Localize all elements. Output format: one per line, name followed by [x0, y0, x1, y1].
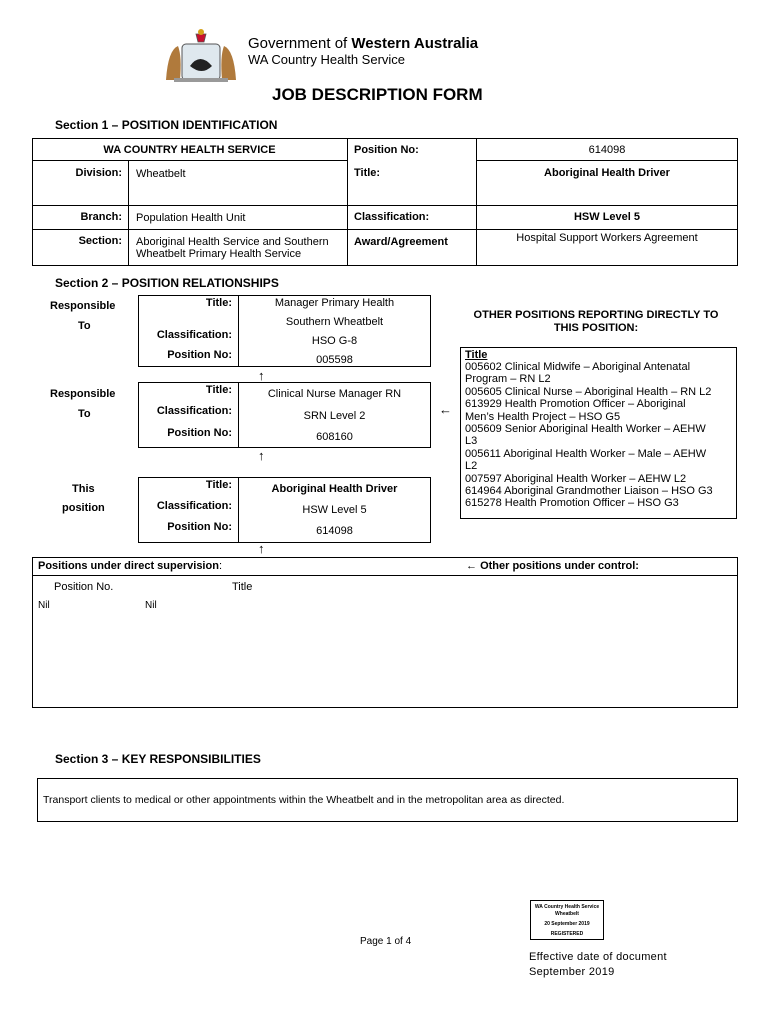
box3-classification: HSW Level 5	[302, 504, 367, 516]
service-name: WA Country Health Service	[248, 52, 406, 67]
box3-title: Aboriginal Health Driver	[271, 483, 398, 495]
other-positions-title-label: Title	[465, 349, 488, 361]
service-cell: WA COUNTRY HEALTH SERVICE	[103, 144, 276, 156]
arrow-left-icon: ←	[439, 402, 452, 417]
section2-heading: Section 2 – POSITION RELATIONSHIPS	[55, 276, 279, 290]
page-number: Page 1 of 4	[360, 936, 412, 947]
form-title: JOB DESCRIPTION FORM	[272, 85, 483, 104]
list-item: L2	[465, 460, 478, 473]
box1-title-line1: Manager Primary Health	[274, 297, 395, 309]
box3-position-no: 614098	[316, 525, 353, 537]
box2-position-no: 608160	[316, 431, 353, 443]
box1-class-label: Classification:	[156, 329, 232, 341]
branch-label: Branch:	[80, 211, 122, 223]
nil-title: Nil	[145, 600, 157, 611]
direct-supervision-label: Positions under direct supervision:	[38, 560, 222, 572]
list-item: 005609 Senior Aboriginal Health Worker – AEHW	[465, 423, 706, 436]
arrow-left-icon: ←	[466, 560, 481, 572]
wa-crest-logo	[160, 26, 242, 84]
this-label: This	[72, 483, 95, 495]
classification-value: HSW Level 5	[573, 211, 641, 223]
col-title: Title	[232, 581, 253, 593]
position-label: position	[62, 502, 105, 514]
list-item: 615278 Health Promotion Officer – HSO G3	[465, 497, 679, 510]
list-item: 613929 Health Promotion Officer – Aboriginal	[465, 398, 686, 411]
box3-title-label: Title:	[205, 479, 232, 491]
col-position-no: Position No.	[54, 581, 114, 593]
division-value: Wheatbelt	[136, 168, 186, 180]
box1-classification: HSO G-8	[311, 335, 358, 347]
classification-label: Classification:	[354, 211, 430, 223]
effective-date-label: Effective date of document	[529, 951, 667, 963]
box2-classification: SRN Level 2	[303, 410, 366, 422]
branch-value: Population Health Unit	[136, 212, 246, 224]
list-item: 007597 Aboriginal Health Worker – AEHW L2	[465, 472, 687, 485]
supervision-box	[32, 557, 738, 708]
box2-posno-label: Position No:	[167, 427, 232, 439]
arrow-up-icon: ↑	[258, 368, 265, 383]
list-item: 005602 Clinical Midwife – Aboriginal Antenatal	[465, 361, 691, 373]
award-value: Hospital Support Workers Agreement	[516, 232, 698, 244]
position-no-value: 614098	[588, 144, 626, 156]
list-item: 005605 Clinical Nurse – Aboriginal Health – RN L2	[465, 385, 712, 398]
box1-posno-label: Position No:	[167, 349, 232, 361]
arrow-up-icon: ↑	[258, 541, 265, 556]
section-label: Section:	[78, 235, 122, 247]
responsible-label-1: Responsible	[50, 300, 116, 312]
title-value: Aboriginal Health Driver	[544, 167, 670, 179]
list-item: Program – RN L2	[465, 373, 551, 386]
other-positions-heading-1: OTHER POSITIONS REPORTING DIRECTLY TO	[473, 309, 719, 321]
box2-title: Clinical Nurse Manager RN	[267, 388, 402, 400]
nil-position-no: Nil	[38, 600, 50, 611]
section-value-line1: Aboriginal Health Service and Southern	[136, 236, 329, 248]
box1-title-line2: Southern Wheatbelt	[285, 316, 384, 328]
box1-title-label: Title:	[205, 297, 232, 309]
list-item: 614964 Aboriginal Grandmother Liaison – HSO G3	[465, 485, 713, 498]
effective-date-value: September 2019	[529, 966, 615, 978]
gov-prefix: Government of	[248, 35, 352, 52]
box1-position-no: 005598	[316, 354, 353, 366]
division-label: Division:	[75, 167, 122, 179]
other-positions-heading-2: THIS POSITION:	[553, 322, 639, 334]
other-positions-list	[465, 361, 713, 510]
gov-bold: Western Australia	[351, 35, 479, 52]
title-label: Title:	[354, 167, 381, 179]
registered-stamp: WA Country Health Service Wheatbelt 20 September 2019 REGISTERED	[530, 900, 604, 940]
to-label-1: To	[78, 320, 91, 332]
award-label: Award/Agreement	[354, 236, 448, 248]
box3-class-label: Classification:	[156, 500, 232, 512]
to-label-2: To	[78, 408, 91, 420]
section3-heading: Section 3 – KEY RESPONSIBILITIES	[55, 752, 261, 766]
position-no-label: Position No:	[354, 144, 419, 156]
box2-class-label: Classification:	[156, 405, 232, 417]
responsible-label-2: Responsible	[50, 388, 116, 400]
other-control-label: ← Other positions under control:	[466, 560, 639, 572]
box2-title-label: Title:	[205, 384, 232, 396]
arrow-up-icon: ↑	[258, 448, 265, 463]
box3-posno-label: Position No:	[167, 521, 232, 533]
key-responsibilities-text: Transport clients to medical or other appointments within the Wheatbelt and in the metropolitan area as directed.	[43, 794, 565, 806]
section-value-line2: Wheatbelt Primary Health Service	[136, 248, 302, 260]
list-item: 005611 Aboriginal Health Worker – Male – AEHW	[465, 447, 707, 460]
list-item: Men’s Health Project – HSO G5	[465, 410, 621, 423]
list-item: L3	[465, 435, 478, 448]
section1-heading: Section 1 – POSITION IDENTIFICATION	[55, 118, 278, 132]
